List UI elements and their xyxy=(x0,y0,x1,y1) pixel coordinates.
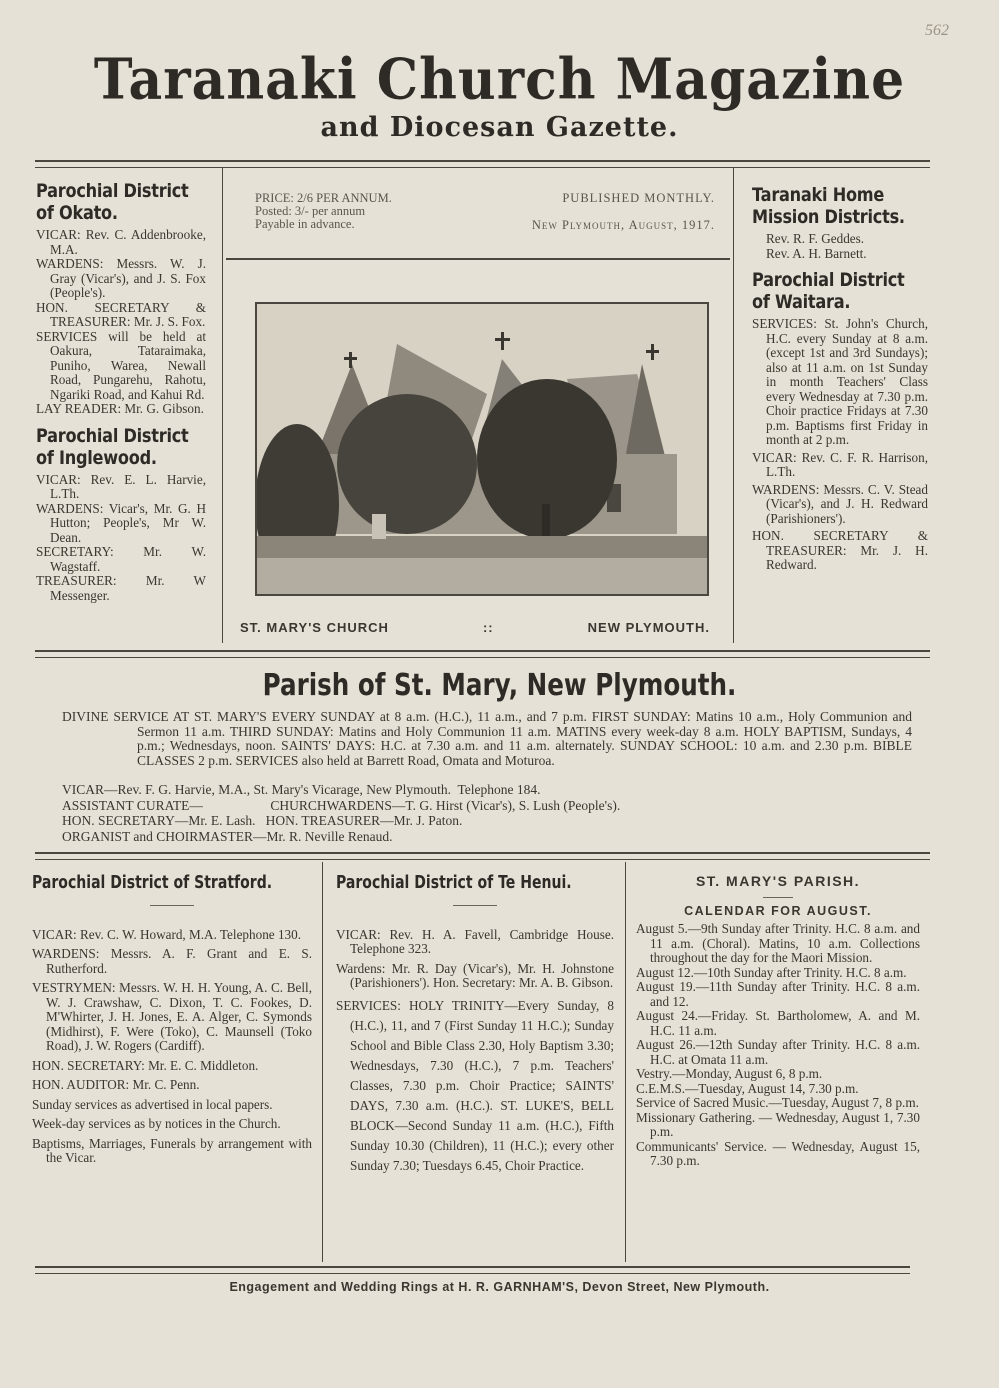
divine-service-text: DIVINE SERVICE AT ST. MARY'S EVERY SUNDAY at 8 a.m. (H.C.), 11 a.m., and 7 p.m. FIRST SUNDAY: Matins 10 a.m., Holy Communion and Sermon 11 a.m. THIRD SUNDAY: Matins and Holy Communion 11 a.m. MATINS every week-day 8 a.m. HOLY BAPTISM, Sundays, 4 p.m.; Wednesdays, noon. SAINTS' DAYS: H.C. at 7.30 a.m. and 11 a.m. alternately. SUNDAY SCHOOL: 10 a.m. and 2.30 p.m. BIBLE CLASSES 2 p.m. SERVICES also held at Barrett Road, Omata and Moturoa. xyxy=(62,709,912,768)
stratford-entry: HON. SECRETARY: Mr. E. C. Middleton. xyxy=(32,1057,259,1073)
heading-rule xyxy=(763,897,793,898)
church-illustration xyxy=(257,304,707,594)
stratford-heading: Parochial District of Stratford. xyxy=(32,872,273,893)
page-number: 562 xyxy=(925,22,949,39)
te-henui-section xyxy=(336,872,614,1176)
frequency-text: PUBLISHED MONTHLY. xyxy=(562,191,715,205)
inglewood-heading: Parochial District of Inglewood. xyxy=(36,424,189,469)
waitara-entry: SERVICES: St. John's Church, H.C. every Sunday at 8 a.m. (except 1st and 3rd Sundays); also at 11 a.m. on 1st Sunday in month Teachers' Class every Wednesday at 7.30 p.m. Choir practice Fridays at 7.30 p.m. Baptisms first Friday in month at 2 p.m. xyxy=(752,316,928,447)
caption-left: ST. MARY'S CHURCH xyxy=(240,620,389,635)
stratford-entry: VESTRYMEN: Messrs. W. H. H. Young, A. C. Bell, W. J. Crawshaw, C. Dixon, T. C. Fookes, D. M'Whirter, J. H. Jones, E. A. Alger, C. Symonds (Midhirst), F. Were (Toko), C. Maunsell (Toko Road), J. W. Rogers (Cardiff). xyxy=(32,980,312,1053)
photo-caption xyxy=(240,620,710,635)
te-henui-entry: VICAR: Rev. H. A. Favell, Cambridge House. Telephone 323. xyxy=(336,926,614,956)
lower-divider xyxy=(35,852,930,860)
waitara-heading: Parochial District of Waitara. xyxy=(752,269,905,313)
stratford-entry: VICAR: Rev. C. W. Howard, M.A. Telephone 130. xyxy=(32,926,302,942)
te-henui-entry: SERVICES: HOLY TRINITY—Every Sunday, 8 (H.C.), 11, and 7 (First Sunday 11 H.C.); Sunday School and Bible Class 2.30, Holy Baptism 3.30; Wednesdays, 7.30 (H.C.), 7 p.m. Teachers' Classes, 7.30 p.m. Choir Practice; SAINTS' DAYS, 7.30 a.m. (H.C.). ST. LUKE'S, BELL BLOCK—Second Sunday 11 a.m. (H.C.), Fifth Sunday 10.30 (Children), 11 (H.C.); every other Sunday 7.30; Tuesdays 6.45, Choir Practice. xyxy=(336,997,614,1173)
heading-rule xyxy=(453,905,497,906)
stratford-entry: Baptisms, Marriages, Funerals by arrangement with the Vicar. xyxy=(32,1135,312,1165)
bottom-divider xyxy=(35,1266,910,1274)
home-mission-name: Rev. A. H. Barnett. xyxy=(766,245,867,261)
calendar-entry: August 24.—Friday. St. Bartholomew, A. and M. H.C. 11 a.m. xyxy=(636,1008,920,1038)
home-mission-name: Rev. R. F. Geddes. xyxy=(766,231,865,246)
price-text: PRICE: 2/6 PER ANNUM. xyxy=(255,191,392,205)
stratford-entry: HON. AUDITOR: Mr. C. Penn. xyxy=(32,1077,200,1092)
footer-advert: Engagement and Wedding Rings at H. R. GARNHAM'S, Devon Street, New Plymouth. xyxy=(229,1280,770,1294)
caption-right: NEW PLYMOUTH. xyxy=(587,620,710,635)
okato-heading: Parochial District of Okato. xyxy=(36,180,189,224)
calendar-entry: Communicants' Service. — Wednesday, August 15, 7.30 p.m. xyxy=(636,1138,920,1168)
waitara-entry: HON. SECRETARY & TREASURER: Mr. J. H. Redward. xyxy=(752,528,928,572)
calendar-entry: August 12.—10th Sunday after Trinity. H.C. 8 a.m. xyxy=(636,964,907,980)
top-divider xyxy=(35,160,930,168)
center-divider xyxy=(226,258,730,260)
posted-price-text: Posted: 3/- per annum xyxy=(255,204,366,218)
calendar-entry: August 5.—9th Sunday after Trinity. H.C. 8 a.m. and 11 a.m. (Choral). Matins, 10 a.m. Collections throughout the day for the Maori Mission. xyxy=(636,921,920,965)
calendar-entry: August 26.—12th Sunday after Trinity. H.C. 8 a.m. H.C. at Omata 11 a.m. xyxy=(636,1037,920,1067)
calendar-entry: Service of Sacred Music.—Tuesday, August 7, 8 p.m. xyxy=(636,1095,919,1110)
parish-heading: Parish of St. Mary, New Plymouth. xyxy=(262,668,737,703)
middle-divider xyxy=(35,650,930,658)
payable-text: Payable in advance. xyxy=(255,217,355,231)
magazine-title: Taranaki Church Magazine xyxy=(93,46,906,113)
te-henui-heading: Parochial District of Te Henui. xyxy=(336,872,572,893)
stratford-entry: Sunday services as advertised in local papers. xyxy=(32,1096,273,1112)
magazine-subtitle: and Diocesan Gazette. xyxy=(320,112,679,143)
staff-line: VICAR—Rev. F. G. Harvie, M.A., St. Mary's Vicarage, New Plymouth. Telephone 184. xyxy=(62,782,541,797)
column-divider xyxy=(625,862,626,1262)
calendar-entry: Missionary Gathering. — Wednesday, August 1, 7.30 p.m. xyxy=(636,1109,920,1139)
okato-section xyxy=(36,180,206,603)
home-mission-heading: Taranaki Home Mission Districts. xyxy=(752,184,905,228)
inglewood-entry: WARDENS: Vicar's, Mr. G. H Hutton; People's, Mr W. Dean. xyxy=(36,500,206,545)
caption-separator: :: xyxy=(482,620,494,635)
calendar-entry: C.E.M.S.—Tuesday, August 14, 7.30 p.m. xyxy=(636,1080,859,1096)
okato-entry: LAY READER: Mr. G. Gibson. xyxy=(36,401,204,416)
staff-line: HON. SECRETARY—Mr. E. Lash. HON. TREASURER—Mr. J. Paton. xyxy=(62,813,463,828)
inglewood-entry: SECRETARY: Mr. W. Wagstaff. xyxy=(36,544,206,574)
staff-line: ASSISTANT CURATE— CHURCHWARDENS—T. G. Hirst (Vicar's), S. Lush (People's). xyxy=(62,797,621,813)
te-henui-entry: Wardens: Mr. R. Day (Vicar's), Mr. H. Johnstone (Parishioners'). Hon. Secretary: Mr. A. B. Gibson. xyxy=(336,960,614,990)
okato-entry: VICAR: Rev. C. Addenbrooke, M.A. xyxy=(36,227,206,257)
inglewood-entry: VICAR: Rev. E. L. Harvie, L.Th. xyxy=(36,471,206,501)
okato-entry: HON. SECRETARY & TREASURER: Mr. J. S. Fox. xyxy=(36,299,206,329)
stratford-entry: Week-day services as by notices in the Church. xyxy=(32,1116,281,1131)
calendar-entry: August 19.—11th Sunday after Trinity. H.C. 8 a.m. and 12. xyxy=(636,979,920,1009)
column-divider xyxy=(733,168,734,643)
inglewood-entry: TREASURER: Mr. W Messenger. xyxy=(36,573,206,603)
stratford-section xyxy=(32,872,312,1166)
waitara-entry: WARDENS: Messrs. C. V. Stead (Vicar's), and J. H. Redward (Parishioners'). xyxy=(752,481,928,526)
okato-entry: SERVICES will be held at Oakura, Tataraimaka, Puniho, Warea, Newall Road, Pungarehu, Rahotu, Ngariki Road, and Kahui Rd. xyxy=(36,328,206,402)
waitara-entry: VICAR: Rev. C. F. R. Harrison, L.Th. xyxy=(752,449,928,479)
masthead xyxy=(0,46,999,143)
calendar-entry: Vestry.—Monday, August 6, 8 p.m. xyxy=(636,1066,823,1081)
column-divider xyxy=(322,862,323,1262)
stratford-entry: WARDENS: Messrs. A. F. Grant and E. S. Rutherford. xyxy=(32,946,312,976)
column-divider xyxy=(222,168,223,643)
church-photo xyxy=(255,302,709,596)
heading-rule xyxy=(150,905,194,906)
divine-service-block xyxy=(62,710,912,768)
calendar-subheading: CALENDAR FOR AUGUST. xyxy=(684,903,872,918)
calendar-section xyxy=(636,874,920,1169)
right-column xyxy=(752,184,928,573)
okato-entry: WARDENS: Messrs. W. J. Gray (Vicar's), and J. S. Fox (People's). xyxy=(36,256,206,300)
staff-line: ORGANIST and CHOIRMASTER—Mr. R. Neville Renaud. xyxy=(62,828,393,844)
calendar-parish-heading: ST. MARY'S PARISH. xyxy=(695,873,861,889)
parish-staff xyxy=(62,782,912,844)
place-date-text: New Plymouth, August, 1917. xyxy=(531,218,715,232)
